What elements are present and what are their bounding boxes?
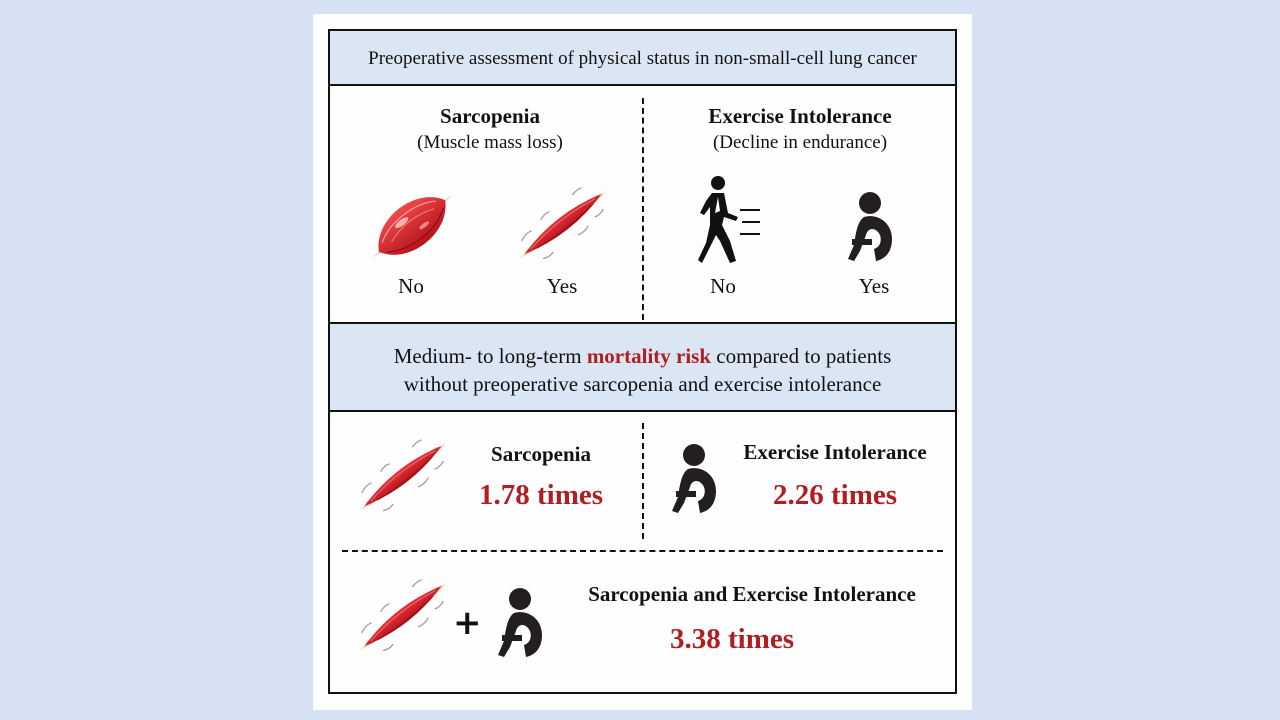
result-combined-value: 3.38 times (669, 623, 795, 655)
risk-line1-end: compared to patients (711, 344, 892, 368)
result-combined-person-icon (496, 587, 548, 661)
result-exercise-label: Exercise Intolerance (743, 440, 927, 464)
exercise-no-label: No (710, 274, 736, 298)
risk-line2: without preoperative sarcopenia and exercise intolerance (403, 372, 882, 396)
result-exercise-value: 2.26 times (772, 479, 898, 511)
sarcopenia-yes-label: Yes (546, 274, 578, 298)
exercise-subtitle: (Decline in endurance) (712, 132, 888, 153)
result-sarcopenia-muscle-icon (348, 433, 458, 519)
exercise-title: Exercise Intolerance (708, 104, 892, 128)
panel-divider (642, 98, 644, 320)
risk-header-text (330, 342, 955, 398)
results-separator (342, 550, 943, 552)
exercise-yes-label: Yes (858, 274, 890, 298)
healthy-muscle-icon (360, 183, 464, 269)
result-combined-label: Sarcopenia and Exercise Intolerance (588, 582, 916, 606)
risk-header-band (330, 322, 955, 412)
risk-line1-start: Medium- to long-term (393, 344, 587, 368)
results-divider (642, 423, 644, 539)
mortality-risk-highlight: mortality risk (586, 344, 712, 368)
diagram-frame (328, 29, 957, 694)
running-person-icon (698, 175, 762, 265)
result-sarcopenia-value: 1.78 times (478, 479, 604, 511)
sitting-person-icon (846, 191, 898, 265)
atrophied-muscle-icon (508, 181, 618, 267)
result-sarcopenia-label: Sarcopenia (491, 442, 591, 466)
sarcopenia-no-label: No (398, 274, 424, 298)
sarcopenia-title: Sarcopenia (440, 104, 540, 128)
sarcopenia-subtitle: (Muscle mass loss) (417, 132, 563, 153)
result-exercise-person-icon (670, 443, 722, 517)
header-band (330, 31, 955, 86)
result-combined-muscle-icon (348, 573, 458, 659)
plus-sign: + (453, 603, 482, 643)
header-title: Preoperative assessment of physical status in non-small-cell lung cancer (368, 48, 917, 69)
